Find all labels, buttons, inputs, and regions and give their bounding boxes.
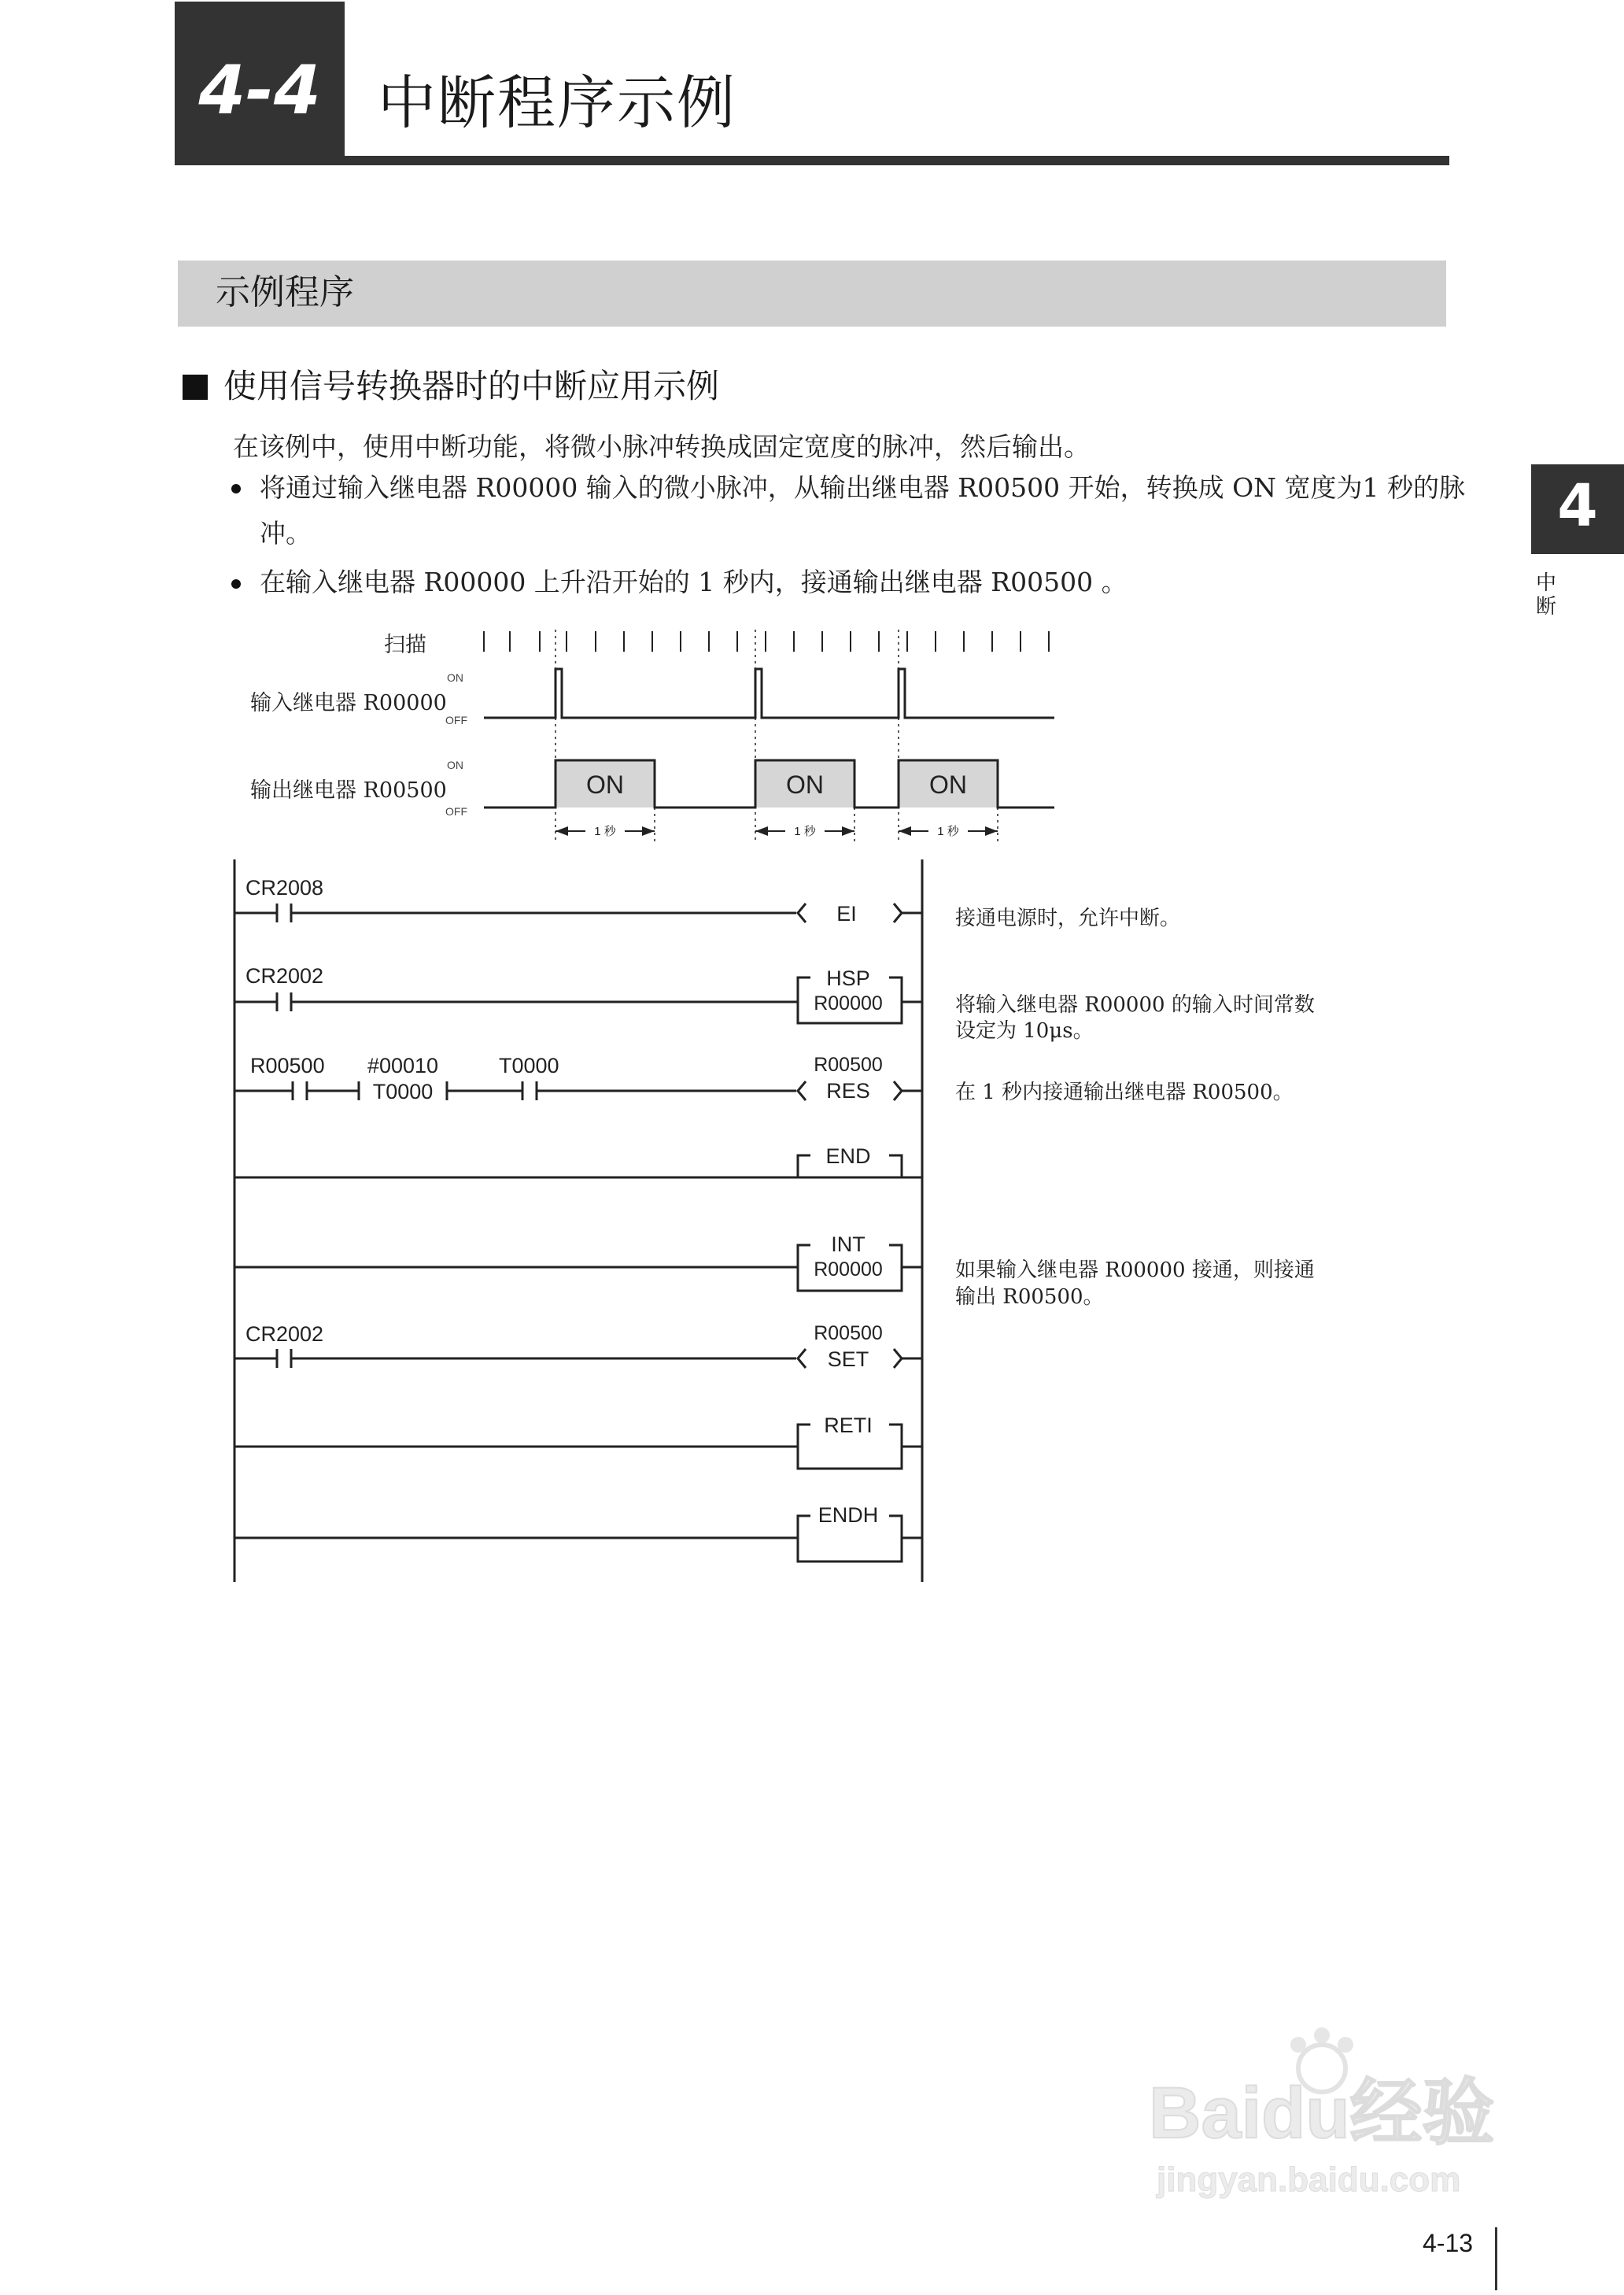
scan-ticks bbox=[484, 631, 1049, 652]
rung-6 bbox=[234, 1322, 922, 1371]
instruction-endh: ENDH bbox=[818, 1503, 879, 1527]
rung-7 bbox=[234, 1414, 922, 1469]
rung-8 bbox=[234, 1503, 922, 1561]
comment-rung-5-line-1: 如果输入继电器 R00000 接通，则接通 bbox=[955, 1258, 1315, 1282]
bullet-1-line-1: 将通过输入继电器 R00000 输入的微小脉冲，从输出继电器 R00500 开始，转换成 ON 宽度为1 秒的脉 bbox=[260, 472, 1466, 503]
duration-label: 1 秒 bbox=[794, 825, 816, 838]
scan-label: 扫描 bbox=[384, 633, 426, 657]
rung-3 bbox=[234, 1054, 922, 1103]
duration-arrows bbox=[555, 826, 998, 836]
timer-constant: #00010 bbox=[367, 1054, 439, 1077]
timer-label: T0000 bbox=[372, 1080, 434, 1103]
instruction-hsp: HSP bbox=[826, 966, 870, 990]
coil-set: SET bbox=[827, 1347, 869, 1371]
alignment-lines bbox=[555, 630, 998, 844]
contact-label: CR2008 bbox=[245, 876, 324, 900]
instruction-operand: R00000 bbox=[814, 992, 883, 1014]
input-on-label: ON bbox=[447, 671, 463, 684]
ladder-comments bbox=[955, 907, 1315, 1309]
input-relay-label: 输入继电器 R00000 bbox=[250, 691, 447, 715]
comment-rung-2-line-1: 将输入继电器 R00000 的输入时间常数 bbox=[955, 993, 1315, 1017]
comment-rung-5-line-2: 输出 R00500。 bbox=[955, 1285, 1104, 1309]
rung-2 bbox=[234, 964, 922, 1023]
instruction-reti: RETI bbox=[824, 1414, 873, 1437]
watermark-url: jingyan.baidu.com bbox=[1157, 2160, 1461, 2199]
watermark bbox=[1149, 2027, 1495, 2199]
intro-paragraph: 在该例中，使用中断功能，将微小脉冲转换成固定宽度的脉冲，然后输出。 bbox=[233, 431, 1090, 462]
chapter-title: 中断程序示例 bbox=[378, 69, 736, 137]
chapter-tab-label: 中断 bbox=[1535, 571, 1556, 619]
bullet-2: 在输入继电器 R00000 上升沿开始的 1 秒内，接通输出继电器 R00500 。 bbox=[260, 567, 1128, 597]
contact-label: T0000 bbox=[499, 1054, 559, 1077]
instruction-end: END bbox=[825, 1144, 871, 1168]
contact-label: R00500 bbox=[250, 1054, 325, 1077]
duration-label: 1 秒 bbox=[937, 825, 959, 838]
pulse-on-label: ON bbox=[586, 771, 624, 799]
instruction-operand: R00000 bbox=[814, 1258, 883, 1281]
input-off-label: OFF bbox=[445, 714, 467, 726]
output-relay-label: 输出继电器 R00500 bbox=[250, 778, 447, 803]
duration-label: 1 秒 bbox=[594, 825, 616, 838]
page-number-rule bbox=[1495, 2227, 1497, 2290]
pulse-on-label: ON bbox=[786, 771, 824, 799]
rung-4 bbox=[234, 1144, 922, 1177]
coil-address: R00500 bbox=[814, 1054, 883, 1076]
coil-res: RES bbox=[826, 1079, 870, 1103]
bullet-1-line-2: 冲。 bbox=[260, 518, 312, 549]
instruction-int: INT bbox=[831, 1232, 866, 1256]
instruction-ei: EI bbox=[836, 902, 857, 926]
comment-rung-1: 接通电源时，允许中断。 bbox=[955, 907, 1181, 930]
rung-5 bbox=[234, 1232, 922, 1291]
rung-1 bbox=[234, 876, 922, 926]
chapter-tab-number: 4 bbox=[1557, 472, 1598, 540]
pulse-on-label: ON bbox=[929, 771, 967, 799]
output-on-label: ON bbox=[447, 759, 463, 771]
input-waveform bbox=[484, 669, 1054, 718]
contact-label: CR2002 bbox=[245, 964, 324, 988]
output-off-label: OFF bbox=[445, 805, 467, 818]
page-number: 4-13 bbox=[1423, 2229, 1474, 2257]
timing-chart bbox=[250, 630, 1054, 844]
coil-address: R00500 bbox=[814, 1322, 883, 1344]
watermark-logo: Baidu经验 bbox=[1149, 2073, 1495, 2153]
section-title: 示例程序 bbox=[216, 272, 354, 312]
ladder-diagram bbox=[234, 859, 922, 1582]
comment-rung-3: 在 1 秒内接通输出继电器 R00500。 bbox=[955, 1081, 1294, 1104]
contact-label: CR2002 bbox=[245, 1322, 324, 1346]
comment-rung-2-line-2: 设定为 10μs。 bbox=[955, 1019, 1094, 1043]
subheading: 使用信号转换器时的中断应用示例 bbox=[223, 367, 720, 405]
section-number: 4-4 bbox=[198, 51, 321, 130]
